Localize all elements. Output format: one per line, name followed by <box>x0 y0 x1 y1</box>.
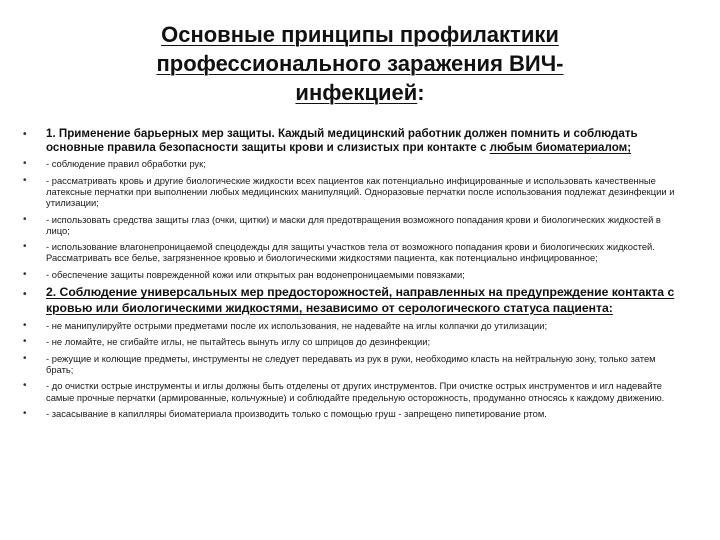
bullet-item-neutral-zone: • - режущие и колющие предметы, инструменты не следует передавать из рук в руки, необходимо класть на нейтральную зону, только затем брать; <box>20 353 680 376</box>
bullet-item-eye-protection: • - использовать средства защиты глаз (очки, щитки) и маски для предотвращения возможного попадания крови и биологических жидкостей в лицо; <box>20 214 680 237</box>
bullet-heading-underlined-text: любым биоматериалом; <box>489 141 632 155</box>
slide-title-colon: : <box>417 80 425 105</box>
bullet-item-pipetting: • - засасывание в капилляры биоматериала производить только с помощью груш - запрещено пипетирование ртом. <box>20 408 680 419</box>
bullet-item-gloves: • - рассматривать кровь и другие биологические жидкости всех пациентов как потенциально инфицированные и использовать качественные латексные перчатки при выполнении любых медицинских манипуляций. Одноразовые перчатки после использования подлежат дезинфекции и утилизации; <box>20 175 680 209</box>
bullet-item-sharp-objects: • - не манипулируйте острыми предметами после их использования, не надевайте на иглы колпачки до утилизации; <box>20 320 680 331</box>
bullet-item-instrument-cleaning: • - до очистки острые инструменты и иглы должны быть отделены от других инструментов. При очистке острых инструментов и игл надевайте самые прочные перчатки (армированные, кольчужные) и соблюдайте предельную осторожность, продуманно относясь к каждому движению. <box>20 380 680 403</box>
bullet-heading-universal-precautions: • 2. Соблюдение универсальных мер предосторожностей, направленных на предупреждение контакта с кровью или биологическими жидкостями, независимо от серологического статуса пациента: <box>20 285 680 316</box>
bullet-list <box>20 127 680 424</box>
slide-title-text: Основные принципы профилактики профессионального заражения ВИЧ-инфекцией <box>156 22 564 105</box>
bullet-item-needles: • - не ломайте, не сгибайте иглы, не пытайтесь вынуть иглу со шприцов до дезинфекции; <box>20 336 680 347</box>
slide-title <box>110 20 610 107</box>
bullet-item-hand-hygiene: • - соблюдение правил обработки рук; <box>20 158 680 169</box>
bullet-heading-text: 1. Применение барьерных мер защиты. Каждый медицинский работник должен помнить и соблюдать основные правила безопасности защиты крови и слизистых при контакте с <box>46 127 638 155</box>
bullet-item-protective-clothing: • - использование влагонепроницаемой спецодежды для защиты участков тела от возможного попадания крови и биологических жидкостей. Рассматривать все белье, загрязненное кровью и биологическими жидкостями пациента, как потенциально инфицированное; <box>20 241 680 264</box>
bullet-heading-barrier-measures <box>20 127 680 155</box>
bullet-item-wound-dressing: • - обеспечение защиты поврежденной кожи или открытых ран водонепроницаемыми повязками; <box>20 269 680 280</box>
